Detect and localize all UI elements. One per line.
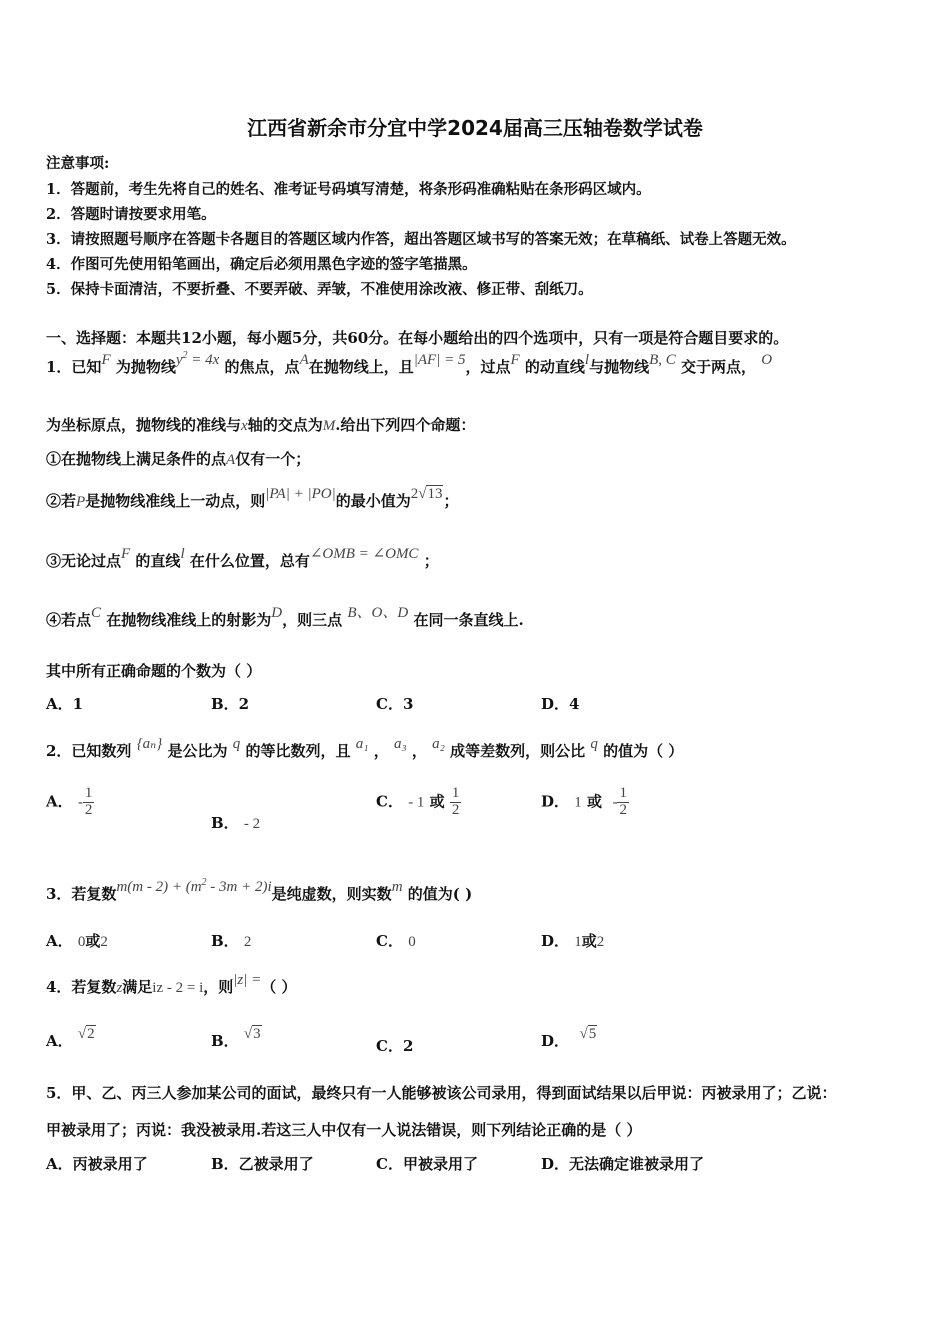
section-heading: 一、选择题：本题共12小题，每小题5分，共60分。在每小题给出的四个选项中，只有一项是符合题目要求的。 — [46, 329, 789, 347]
q5-option-c[interactable]: C．甲被录用了 — [376, 1155, 478, 1173]
question-3-stem: 3．若复数$m(m - 2) + (m^2 - 3m + 2)i$是纯虚数，则实数m 的值为( ) — [46, 877, 473, 903]
notice-item-4: 4．作图可先使用铅笔画出，确定后必须用黑色字迹的签字笔描黑。 — [46, 256, 477, 273]
proposition-3: ③无论过点F 的直线l 在什么位置，总有∠OMB = ∠OMC ； — [46, 546, 439, 570]
q1-option-d[interactable]: D．4 — [541, 695, 580, 713]
q2-option-c[interactable]: C． - 1 或 $\frac{1}{2}$ — [376, 785, 460, 818]
q1-option-a[interactable]: A．1 — [46, 695, 84, 713]
notice-item-2: 2．答题时请按要求用笔。 — [46, 206, 216, 223]
proposition-4: ④若点C 在抛物线准线上的射影为D，则三点 B、O、D 在同一条直线上. — [46, 605, 524, 629]
q1-option-c[interactable]: C．3 — [376, 695, 414, 713]
q1-option-b[interactable]: B．2 — [211, 695, 250, 713]
q3-option-d[interactable]: D． 1或2 — [541, 932, 605, 950]
page-title: 江西省新余市分宜中学2024届高三压轴卷数学试卷 — [247, 116, 703, 140]
notice-item-1: 1．答题前，考生先将自己的姓名、准考证号码填写清楚，将条形码准确粘贴在条形码区域内。 — [46, 181, 651, 198]
q4-option-a[interactable]: A． √2 — [46, 1026, 95, 1050]
question-1-line-2: 为坐标原点，抛物线的准线与x轴的交点为M.给出下列四个命题： — [46, 416, 476, 434]
q5-option-b[interactable]: B．乙被录用了 — [211, 1155, 314, 1173]
question-5-line-1: 5．甲、乙、丙三人参加某公司的面试，最终只有一人能够被该公司录用，得到面试结果以后甲说：丙被录用了；乙说： — [46, 1084, 837, 1102]
proposition-2: ②若P是抛物线准线上一动点，则|PA| + |PO|的最小值为2√13； — [46, 486, 459, 510]
q3-option-c[interactable]: C． 0 — [376, 932, 416, 950]
question-4-stem: 4．若复数z满足iz - 2 = i，则|z| =（ ） — [46, 972, 297, 996]
question-5-line-2: 甲被录用了；丙说：我没被录用.若这三人中仅有一人说法错误，则下列结论正确的是（ ） — [46, 1121, 642, 1139]
q4-option-b[interactable]: B． √3 — [211, 1026, 261, 1050]
q5-option-d[interactable]: D．无法确定谁被录用了 — [541, 1155, 705, 1173]
notice-heading: 注意事项: — [46, 155, 110, 172]
q3-option-b[interactable]: B． 2 — [211, 932, 252, 950]
q4-option-d[interactable]: D． √5 — [541, 1026, 597, 1050]
q4-option-c[interactable]: C．2 — [376, 1037, 414, 1055]
notice-item-5: 5．保持卡面清洁，不要折叠、不要弄破、弄皱，不准使用涂改液、修正带、刮纸刀。 — [46, 281, 593, 298]
question-1-ask: 其中所有正确命题的个数为（ ） — [46, 662, 262, 680]
q2-option-a[interactable]: A． - $\frac{1}{2}$ — [46, 785, 93, 818]
proposition-1: ①在抛物线上满足条件的点A仅有一个； — [46, 450, 311, 468]
question-1-line-1: 1．已知F 为抛物线$y^2 = 4x$ 的焦点，点A在抛物线上，且|AF| = 5，过点F 的动直线l与抛物线B, C 交于两点， O — [46, 350, 773, 376]
q2-option-d[interactable]: D． 1 或 - $\frac{1}{2}$ — [541, 785, 627, 818]
question-2-stem: 2．已知数列 {aₙ} 是公比为 q 的等比数列，且 a₁ ， a₃ ， a₂ 成等差数列，则公比 q 的值为（ ） — [46, 736, 684, 760]
notice-item-3: 3．请按照题号顺序在答题卡各题目的答题区域内作答，超出答题区域书写的答案无效；在草稿纸、试卷上答题无效。 — [46, 231, 796, 248]
q3-option-a[interactable]: A． 0或2 — [46, 932, 108, 950]
q2-option-b[interactable]: B． - 2 — [211, 814, 261, 832]
q5-option-a[interactable]: A．丙被录用了 — [46, 1155, 148, 1173]
